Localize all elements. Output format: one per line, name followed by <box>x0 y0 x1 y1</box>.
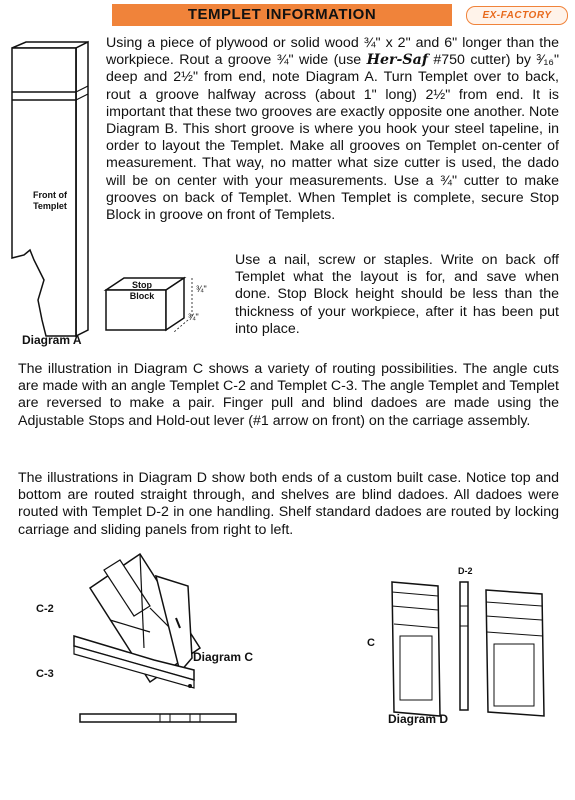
diagram-d-drawing <box>382 576 562 726</box>
diagram-c-drawing <box>60 548 260 728</box>
page-title: TEMPLET INFORMATION <box>187 6 377 23</box>
diagram-d-label-d2: D-2 <box>458 566 473 576</box>
diagram-d-paragraph: The illustrations in Diagram D show both ends of a custom built case. Notice top and bottom are routed straight through, and shelves are blind dadoes. All dadoes were routed with Templet D-2 in one handling. Shelf standard dadoes are routed by locking carriage and sliding panels from right to left. <box>18 470 559 538</box>
stop-block-label: Stop Block <box>129 280 155 301</box>
brand-name: Her-Saf <box>366 52 428 69</box>
diagram-c-label-c2: C-2 <box>36 603 54 615</box>
diagram-a-caption: Diagram A <box>22 333 82 347</box>
page-header <box>0 4 575 26</box>
intro-paragraph: Using a piece of plywood or solid wood ¾" x 2" and 6" longer than the workpiece. Rout a groove ¾" wide (use Her-Saf #750 cutter) by ³⁄₁₆" deep and 2½" from end, note Diagram A. Turn Templet over to back, rout a groove halfway across (about 1" long) 2½" from end. It is important that these two grooves are exactly opposite one another. Note Diagram B. This short groove is where you hook your steel tapeline, in order to layout the Templet. Make all grooves on Templet on-center of measurement. That way, no matter what size cutter is used, the dado will be on center with your measurements. Use a ¾" cutter to make grooves on back of Templet. When Templet is complete, secure Stop Block in groove on front of Templets. <box>106 35 559 224</box>
diagram-d-caption: Diagram D <box>388 712 449 726</box>
diagram-c-caption: Diagram C <box>193 650 254 664</box>
stop-block-drawing <box>100 268 220 338</box>
intro-continuation: Use a nail, screw or staples. Write on back off Templet what the layout is for, and save when done. Stop Block height should be less than the thickness of your workpiece, after it has been put into place. <box>235 252 559 337</box>
diagram-d-label-c: C <box>367 637 375 649</box>
diagram-a-label: Front of Templet <box>33 190 67 211</box>
stop-block-height-dim: ¾" <box>196 284 207 294</box>
stop-block-depth-dim: ¾" <box>188 312 199 322</box>
diagram-c-label-c3: C-3 <box>36 668 54 680</box>
diagram-c-paragraph: The illustration in Diagram C shows a variety of routing possibilities. The angle cuts are made with an angle Templet C-2 and Templet C-3. The angle Templet and Templet are reversed to make a pair. Finger pull and blind dadoes are made using the Adjustable Stops and Hold-out lever (#1 arrow on front) on the carriage assembly. <box>18 361 559 429</box>
brand-logo: EX-FACTORY <box>466 6 568 25</box>
